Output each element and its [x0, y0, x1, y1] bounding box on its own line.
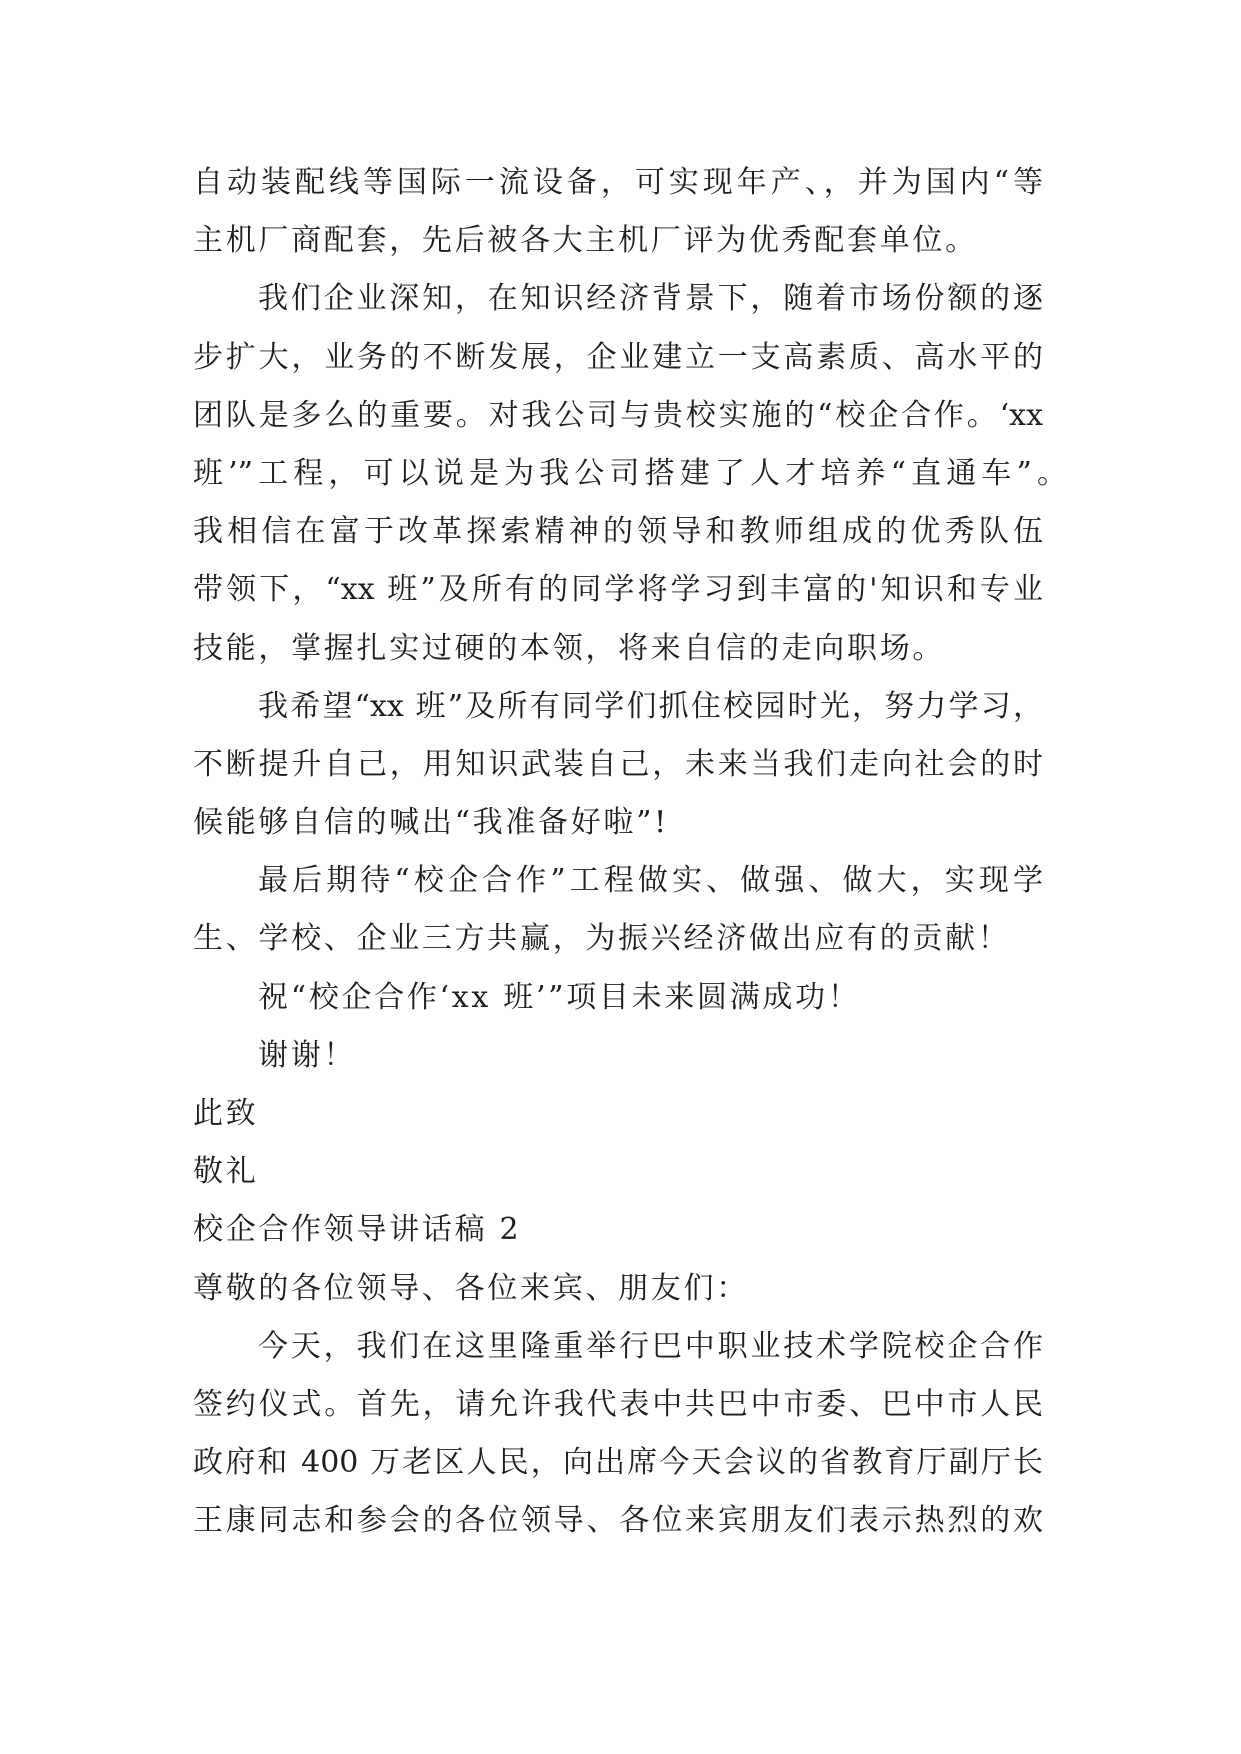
text-line: 我相信在富于改革探索精神的领导和教师组成的优秀队伍 — [193, 514, 1043, 550]
text-line: 祝“校企合作‘xx 班’”项目未来圆满成功！ — [258, 979, 861, 1015]
paragraph-thanks — [193, 1027, 1043, 1085]
text-line: 主机厂商配套，先后被各大主机厂评为优秀配套单位。 — [193, 223, 978, 259]
text-line: 签约仪式。首先，请允许我代表中共巴中市委、巴中市人民 — [193, 1386, 1043, 1422]
closing-line: 此致 — [193, 1096, 259, 1131]
text-line: 班’”工程，可以说是为我公司搭建了人才培养“直通车”。 — [193, 455, 1067, 491]
closing-line: 敬礼 — [193, 1154, 259, 1190]
text-line: 团队是多么的重要。对我公司与贵校实施的“校企合作。‘xx — [193, 397, 1043, 433]
text-line: 技能，掌握扎实过硬的本领，将来自信的走向职场。 — [193, 630, 946, 666]
text-line: 我希望“xx 班”及所有同学们抓住校园时光，努力学习， — [258, 688, 1043, 724]
text-line: 我们企业深知，在知识经济背景下，随着市场份额的逐 — [258, 281, 1043, 317]
section-title: 校企合作领导讲话稿 2 — [193, 1212, 522, 1248]
paragraph — [193, 969, 1043, 1027]
paragraph — [193, 1318, 1043, 1551]
text-line: 带领下，“xx 班”及所有的同学将学习到丰富的'知识和专业 — [193, 572, 1043, 608]
text-line: 最后期待“校企合作”工程做实、做强、做大，实现学 — [258, 863, 1043, 899]
text-line: 政府和 400 万老区人民，向出席今天会议的省教育厅副厅长 — [193, 1445, 1043, 1481]
text-line: 生、学校、企业三方共赢，为振兴经济做出应有的贡献！ — [193, 921, 1011, 957]
text-line: 王康同志和参会的各位领导、各位来宾朋友们表示热烈的欢 — [193, 1503, 1043, 1539]
text-line: 候能够自信的喊出“我准备好啦”! — [193, 805, 669, 841]
text-line: 自动装配线等国际一流设备，可实现年产、，并为国内“等 — [193, 165, 1043, 200]
text-line: 今天，我们在这里隆重举行巴中职业技术学院校企合作 — [258, 1328, 1043, 1364]
text-line: 步扩大，业务的不断发展，企业建立一支高素质、高水平的 — [193, 339, 1043, 375]
closing — [193, 1085, 1043, 1201]
paragraph — [193, 852, 1043, 968]
salutation: 尊敬的各位领导、各位来宾、朋友们： — [193, 1270, 749, 1306]
paragraph-continued — [193, 154, 1043, 270]
text-line: 谢谢！ — [258, 1037, 357, 1073]
paragraph — [193, 270, 1067, 677]
paragraph — [193, 678, 1043, 853]
text-line: 不断提升自己，用知识武装自己，未来当我们走向社会的时 — [193, 746, 1043, 782]
document-body — [193, 154, 1067, 1551]
